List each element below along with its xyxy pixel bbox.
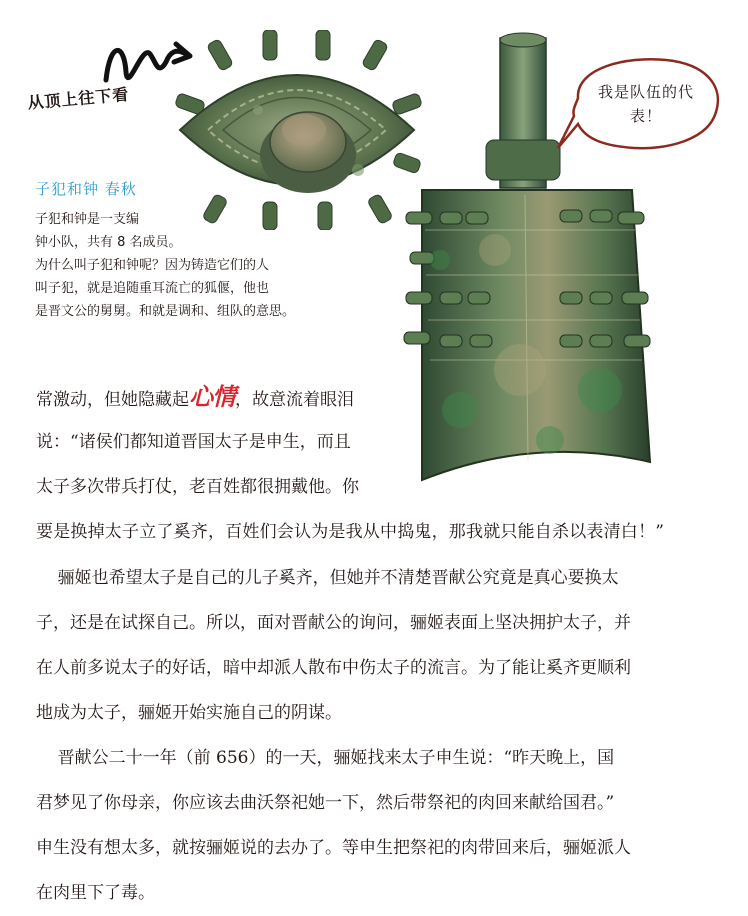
caption-line: 叫子犯，就是追随重耳流亡的狐偃，他也: [35, 281, 270, 296]
story-line: 君梦见了你母亲，你应该去曲沃祭祀她一下，然后带祭祀的肉回来献给国君。”: [36, 793, 615, 813]
story-line: 说：“诸侯们都知道晋国太子是申生，而且: [36, 432, 351, 452]
story-line: 子，还是在试探自己。所以，面对晋献公的询问，骊姬表面上坚决拥护太子，并: [36, 613, 631, 633]
story-text: ，故意流着眼泪: [235, 390, 354, 410]
story-line: 晋献公二十一年（前 656）的一天，骊姬找来太子申生说：“昨天晚上，国: [36, 748, 615, 768]
story-line: 在肉里下了毒。: [36, 883, 155, 903]
caption-line: 子犯和钟是一支编: [35, 212, 140, 227]
story-line: 要是换掉太子立了奚齐，百姓们会认为是我从中捣鬼，那我就只能自杀以表清白！”: [36, 522, 665, 542]
caption-line: 钟小队，共有 8 名成员。: [35, 235, 182, 250]
caption-title: 子犯和钟 春秋: [35, 180, 137, 198]
speech-bubble-text: 我是队伍的代表！: [597, 83, 694, 125]
caption-body: [35, 208, 395, 323]
view-from-top-label: 从顶上往下看: [26, 84, 131, 113]
bell-top-view-image: [168, 30, 426, 230]
story-line: [36, 375, 354, 423]
story-line: 在人前多说太子的好话，暗中却派人散布中伤太子的流言。为了能让奚齐更顺利: [36, 658, 631, 678]
story-line: 骊姬也希望太子是自己的儿子奚齐，但她并不清楚晋献公究竟是真心要换太: [36, 568, 619, 588]
speech-bubble: [556, 50, 726, 160]
story-line: 申生没有想太多，就按骊姬说的去办了。等申生把祭祀的肉带回来后，骊姬派人: [36, 838, 631, 858]
caption-line: 是晋文公的舅舅。和就是调和、组队的意思。: [35, 304, 296, 319]
story-line: 地成为太子，骊姬开始实施自己的阴谋。: [36, 703, 342, 723]
story-line: 太子多次带兵打仗，老百姓都很拥戴他。你: [36, 477, 359, 497]
story-text: 常激动，但她隐藏起: [36, 390, 189, 410]
emphasis-word: 心情: [189, 383, 235, 411]
caption-line: 为什么叫子犯和钟呢？因为铸造它们的人: [35, 258, 270, 273]
